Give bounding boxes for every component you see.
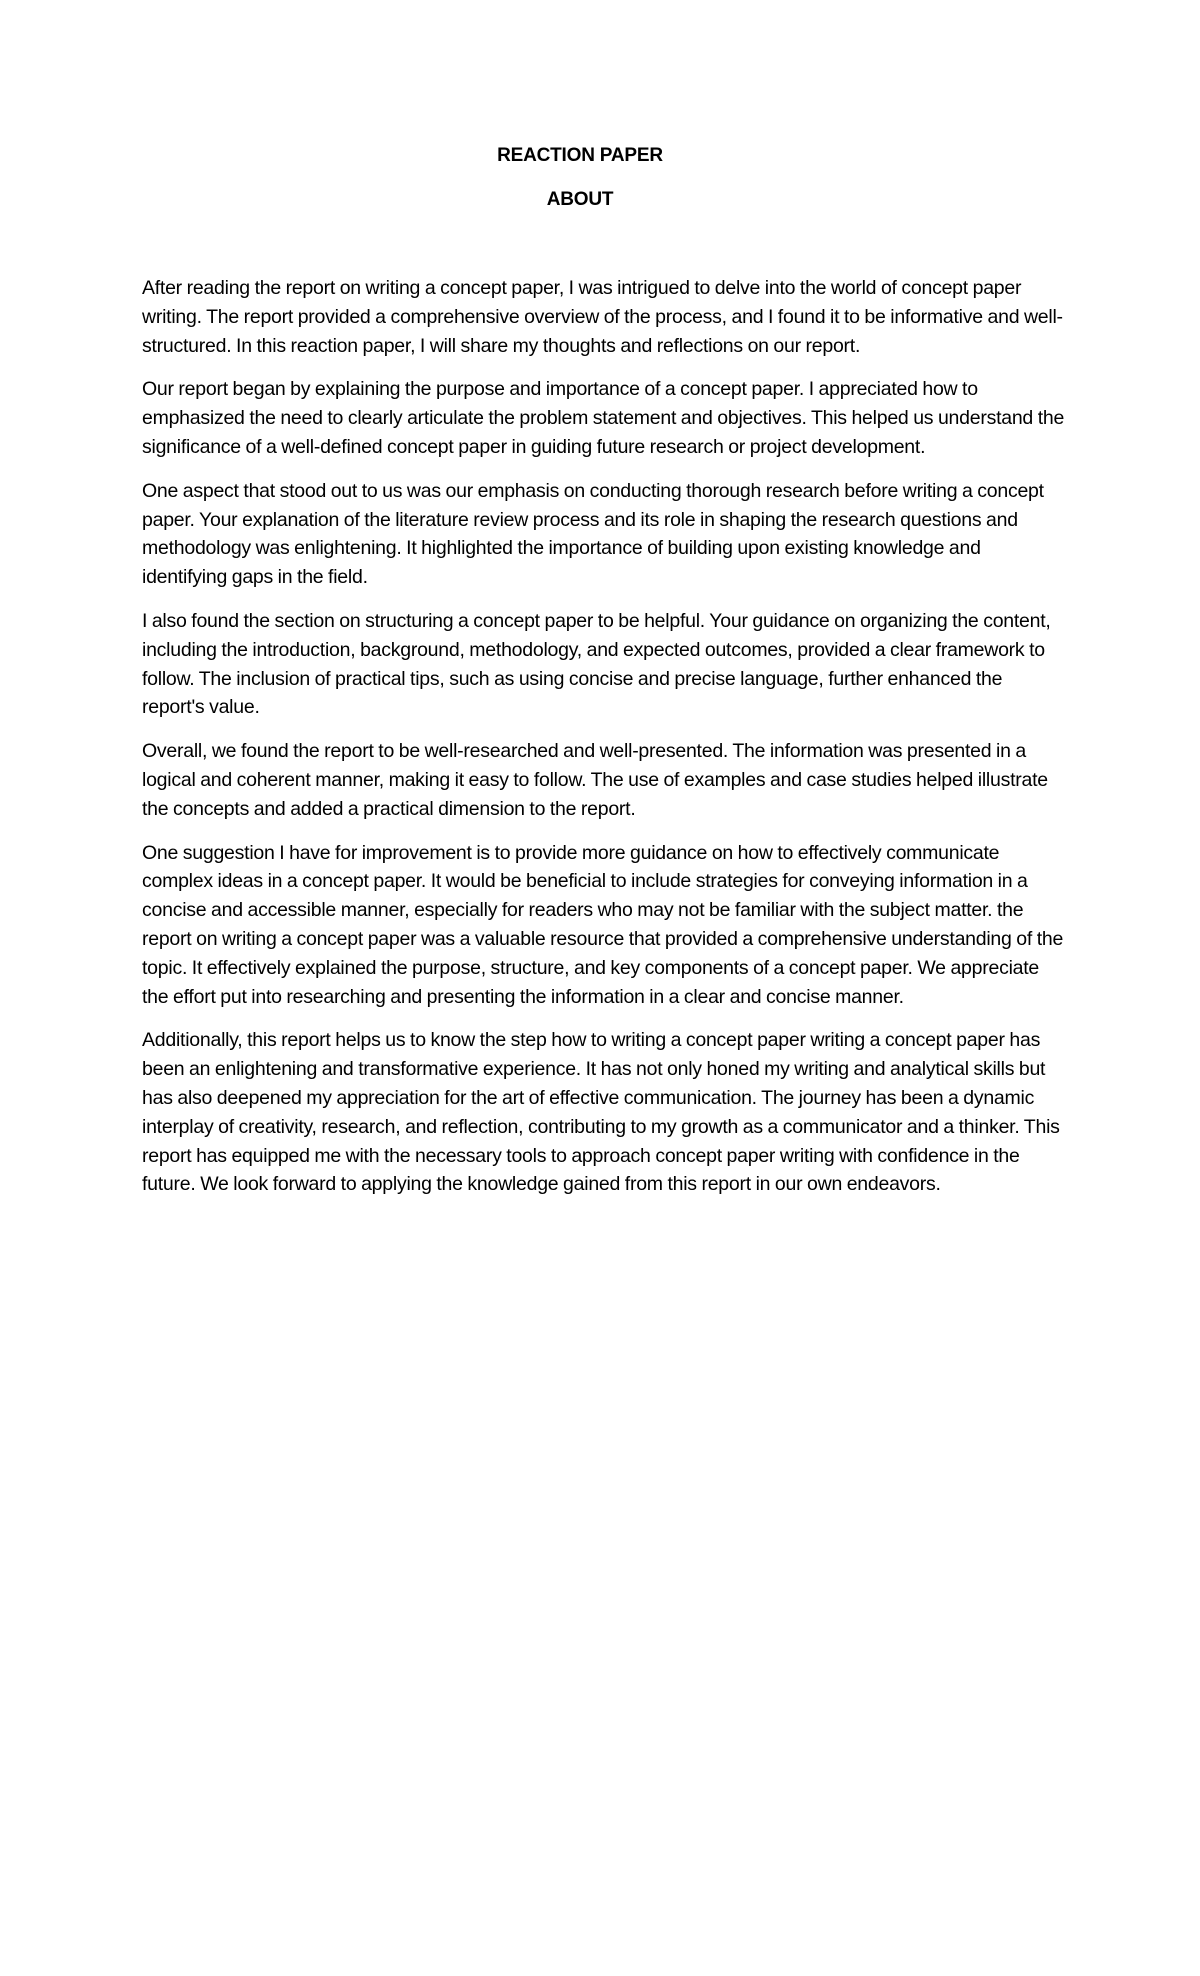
document-body <box>142 274 1068 1214</box>
paragraph-5: Overall, we found the report to be well-researched and well-presented. The information was presented in a logical and coherent manner, making it easy to follow. The use of examples and case studies helped illustrate the concepts and added a practical dimension to the report. <box>142 740 1048 820</box>
document-title: REACTION PAPER <box>497 145 663 166</box>
document-subtitle: ABOUT <box>546 189 614 210</box>
paragraph-2: Our report began by explaining the purpose and importance of a concept paper. I appreciated how to emphasized the need to clearly articulate the problem statement and objectives. This helped us understand the significance of a well-defined concept paper in guiding future research or project development. <box>142 378 1065 458</box>
paragraph-6: One suggestion I have for improvement is to provide more guidance on how to effectively communicate complex ideas in a concept paper. It would be beneficial to include strategies for conveying information in a concise and accessible manner, especially for readers who may not be familiar with the subject matter. the report on writing a concept paper was a valuable resource that provided a comprehensive understanding of the topic. It effectively explained the purpose, structure, and key components of a concept paper. We appreciate the effort put into researching and presenting the information in a clear and concise manner. <box>142 841 1064 1008</box>
paragraph-1: After reading the report on writing a concept paper, I was intrigued to delve into the world of concept paper writing. The report provided a comprehensive overview of the process, and I found it to be informative and well-structured. In this reaction paper, I will share my thoughts and reflections on our report. <box>142 277 1063 357</box>
paragraph-4: I also found the section on structuring a concept paper to be helpful. Your guidance on organizing the content, including the introduction, background, methodology, and expected outcomes, provided a clear framework to follow. The inclusion of practical tips, such as using concise and precise language, further enhanced the report's value. <box>142 609 1051 719</box>
paragraph-7: Additionally, this report helps us to know the step how to writing a concept paper writing a concept paper has been an enlightening and transformative experience. It has not only honed my writing and analytical skills but has also deepened my appreciation for the art of effective communication. The journey has been a dynamic interplay of creativity, research, and reflection, contributing to my growth as a communicator and a thinker. This report has equipped me with the necessary tools to approach concept paper writing with confidence in the future. We look forward to applying the knowledge gained from this report in our own endeavors. <box>142 1029 1060 1196</box>
paragraph-3: One aspect that stood out to us was our emphasis on conducting thorough research before writing a concept paper. Your explanation of the literature review process and its role in shaping the research questions and methodology was enlightening. It highlighted the importance of building upon existing knowledge and identifying gaps in the field. <box>142 479 1044 589</box>
